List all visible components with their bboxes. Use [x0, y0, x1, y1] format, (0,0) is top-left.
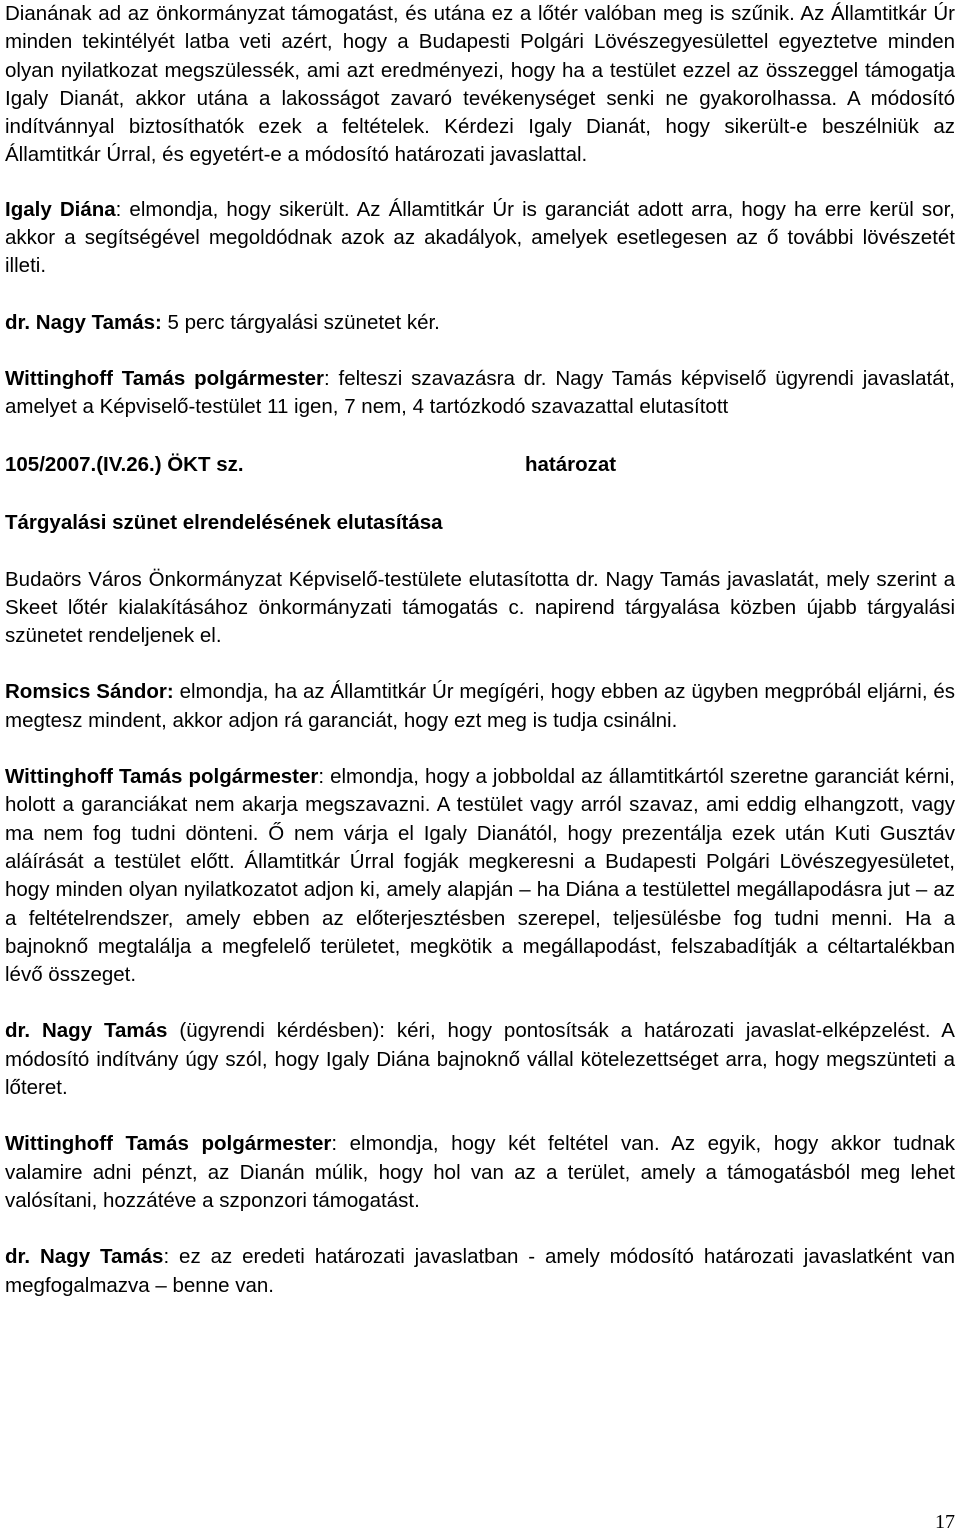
speaker-name: Wittinghoff Tamás polgármester	[5, 1132, 332, 1156]
speaker-name: dr. Nagy Tamás	[5, 1019, 168, 1043]
paragraph-intro: Dianának ad az önkormányzat támogatást, és utána ez a lőtér valóban meg is szűnik. Az Államtitkár Úr minden tekintélyét latba veti azért, hogy a Budapesti Polgári Lövészegyesülettel egyeztetve minden olyan nyilatkozat megszülessék, ami azt eredményezi, hogy ha a testület ezzel az összeggel támogatja Igaly Dianát, akkor utána a lakosságot zavaró tevékenységet senki ne gyakorolhassa. A módosító indítvánnyal biztosíthatók ezek a feltételek. Kérdezi Igaly Dianát, hogy sikerült-e beszélniük az Államtitkár Úrral, és egyetért-e a módosító határozati javaslattal.	[5, 2, 955, 167]
paragraph-romsics	[5, 678, 955, 735]
speaker-name: Wittinghoff Tamás polgármester	[5, 765, 319, 789]
paragraph-igaly	[5, 196, 955, 281]
speaker-name: dr. Nagy Tamás	[5, 1245, 164, 1269]
paragraph-nagy-procedural	[5, 1017, 955, 1102]
resolution-header	[5, 450, 955, 480]
speaker-name: Wittinghoff Tamás polgármester	[5, 366, 324, 390]
paragraph-mayor-conditions	[5, 1130, 955, 1215]
document-page	[5, 0, 955, 1300]
speaker-name: Igaly Diána	[5, 197, 116, 221]
speech-text: : ez az eredeti határozati javaslatban - amely módosító határozati javaslatként van megfogalmazva – benne van.	[5, 1245, 955, 1297]
paragraph-nagy-break	[5, 309, 955, 337]
speech-text: : felteszi szavazásra dr. Nagy Tamás képviselő ügyrendi javaslatát, amelyet a Képviselő-testület 11 igen, 7 nem, 4 tartózkodó szavazattal elutasított	[5, 366, 955, 419]
speech-text: (ügyrendi kérdésben): kéri, hogy pontosítsák a határozati javaslat-elképzelést. A módosító indítvány úgy szól, hogy Igaly Diána bajnoknő vállal kötelezettséget arra, hogy megszünteti a lőteret.	[5, 1019, 955, 1100]
speech-text: : elmondja, hogy két feltétel van. Az egyik, hogy akkor tudnak valamire adni pénzt, az Dianán múlik, hogy hol van az a terület, amely a támogatásból meg lehet valósítani, hozzátéve a szponzori támogatást.	[5, 1132, 955, 1212]
page-number: 17	[935, 1511, 955, 1533]
speaker-name: dr. Nagy Tamás:	[5, 310, 162, 334]
paragraph-nagy-final	[5, 1243, 955, 1300]
resolution-label: határozat	[525, 452, 617, 476]
speech-text: : elmondja, hogy sikerült. Az Államtitkár Úr is garanciát adott arra, hogy ha erre kerül sor, akkor a segítségével megoldódnak azok az akadályok, amelyek esetlegesen az ő további lövészetét illeti.	[5, 197, 955, 278]
speech-text: elmondja, ha az Államtitkár Úr megígéri, hogy ebben az ügyben megpróbál eljárni, és megtesz mindent, akkor adjon rá garanciát, hogy ezt meg is tudja csinálni.	[5, 680, 955, 732]
speaker-name: Romsics Sándor:	[5, 680, 174, 704]
resolution-body: Budaörs Város Önkormányzat Képviselő-testülete elutasította dr. Nagy Tamás javaslatát, mely szerint a Skeet lőtér kialakításához önkormányzati támogatás c. napirend tárgyalása közben újabb tárgyalási szünetet rendeljenek el.	[5, 567, 955, 648]
speech-text: : elmondja, hogy a jobboldal az államtitkártól szeretne garanciát kérni, holott a garanciákat nem akarja megszavazni. A testület vagy arról szavaz, ami eddig elhangzott, vagy ma nem fog tudni dönteni. Ő nem várja el Igaly Dianától, hogy prezentálja ezek után Kuti Gusztáv aláírását a testület előtt. Államtitkár Úrral fogják megkeresni a Budapesti Polgári Lövészegyesületet, hogy minden olyan nyilatkozatot adjon ki, amely alapján – ha Diána a testülettel megállapodásra jut – az a feltételrendszer, amely ebben az előterjesztésben szerepel, teljesülésbe fog tudni menni. Ha a bajnoknő megtalálja a megfelelő területet, megkötik a megállapodást, felszabadítják a céltartalékban lévő összeget.	[5, 765, 955, 987]
paragraph-mayor-vote	[5, 365, 955, 422]
paragraph-mayor-guarantee	[5, 763, 955, 989]
resolution-title: Tárgyalási szünet elrendelésének elutasítása	[5, 510, 443, 534]
resolution-number: 105/2007.(IV.26.) ÖKT sz.	[5, 452, 244, 476]
speech-text: 5 perc tárgyalási szünetet kér.	[161, 310, 440, 334]
